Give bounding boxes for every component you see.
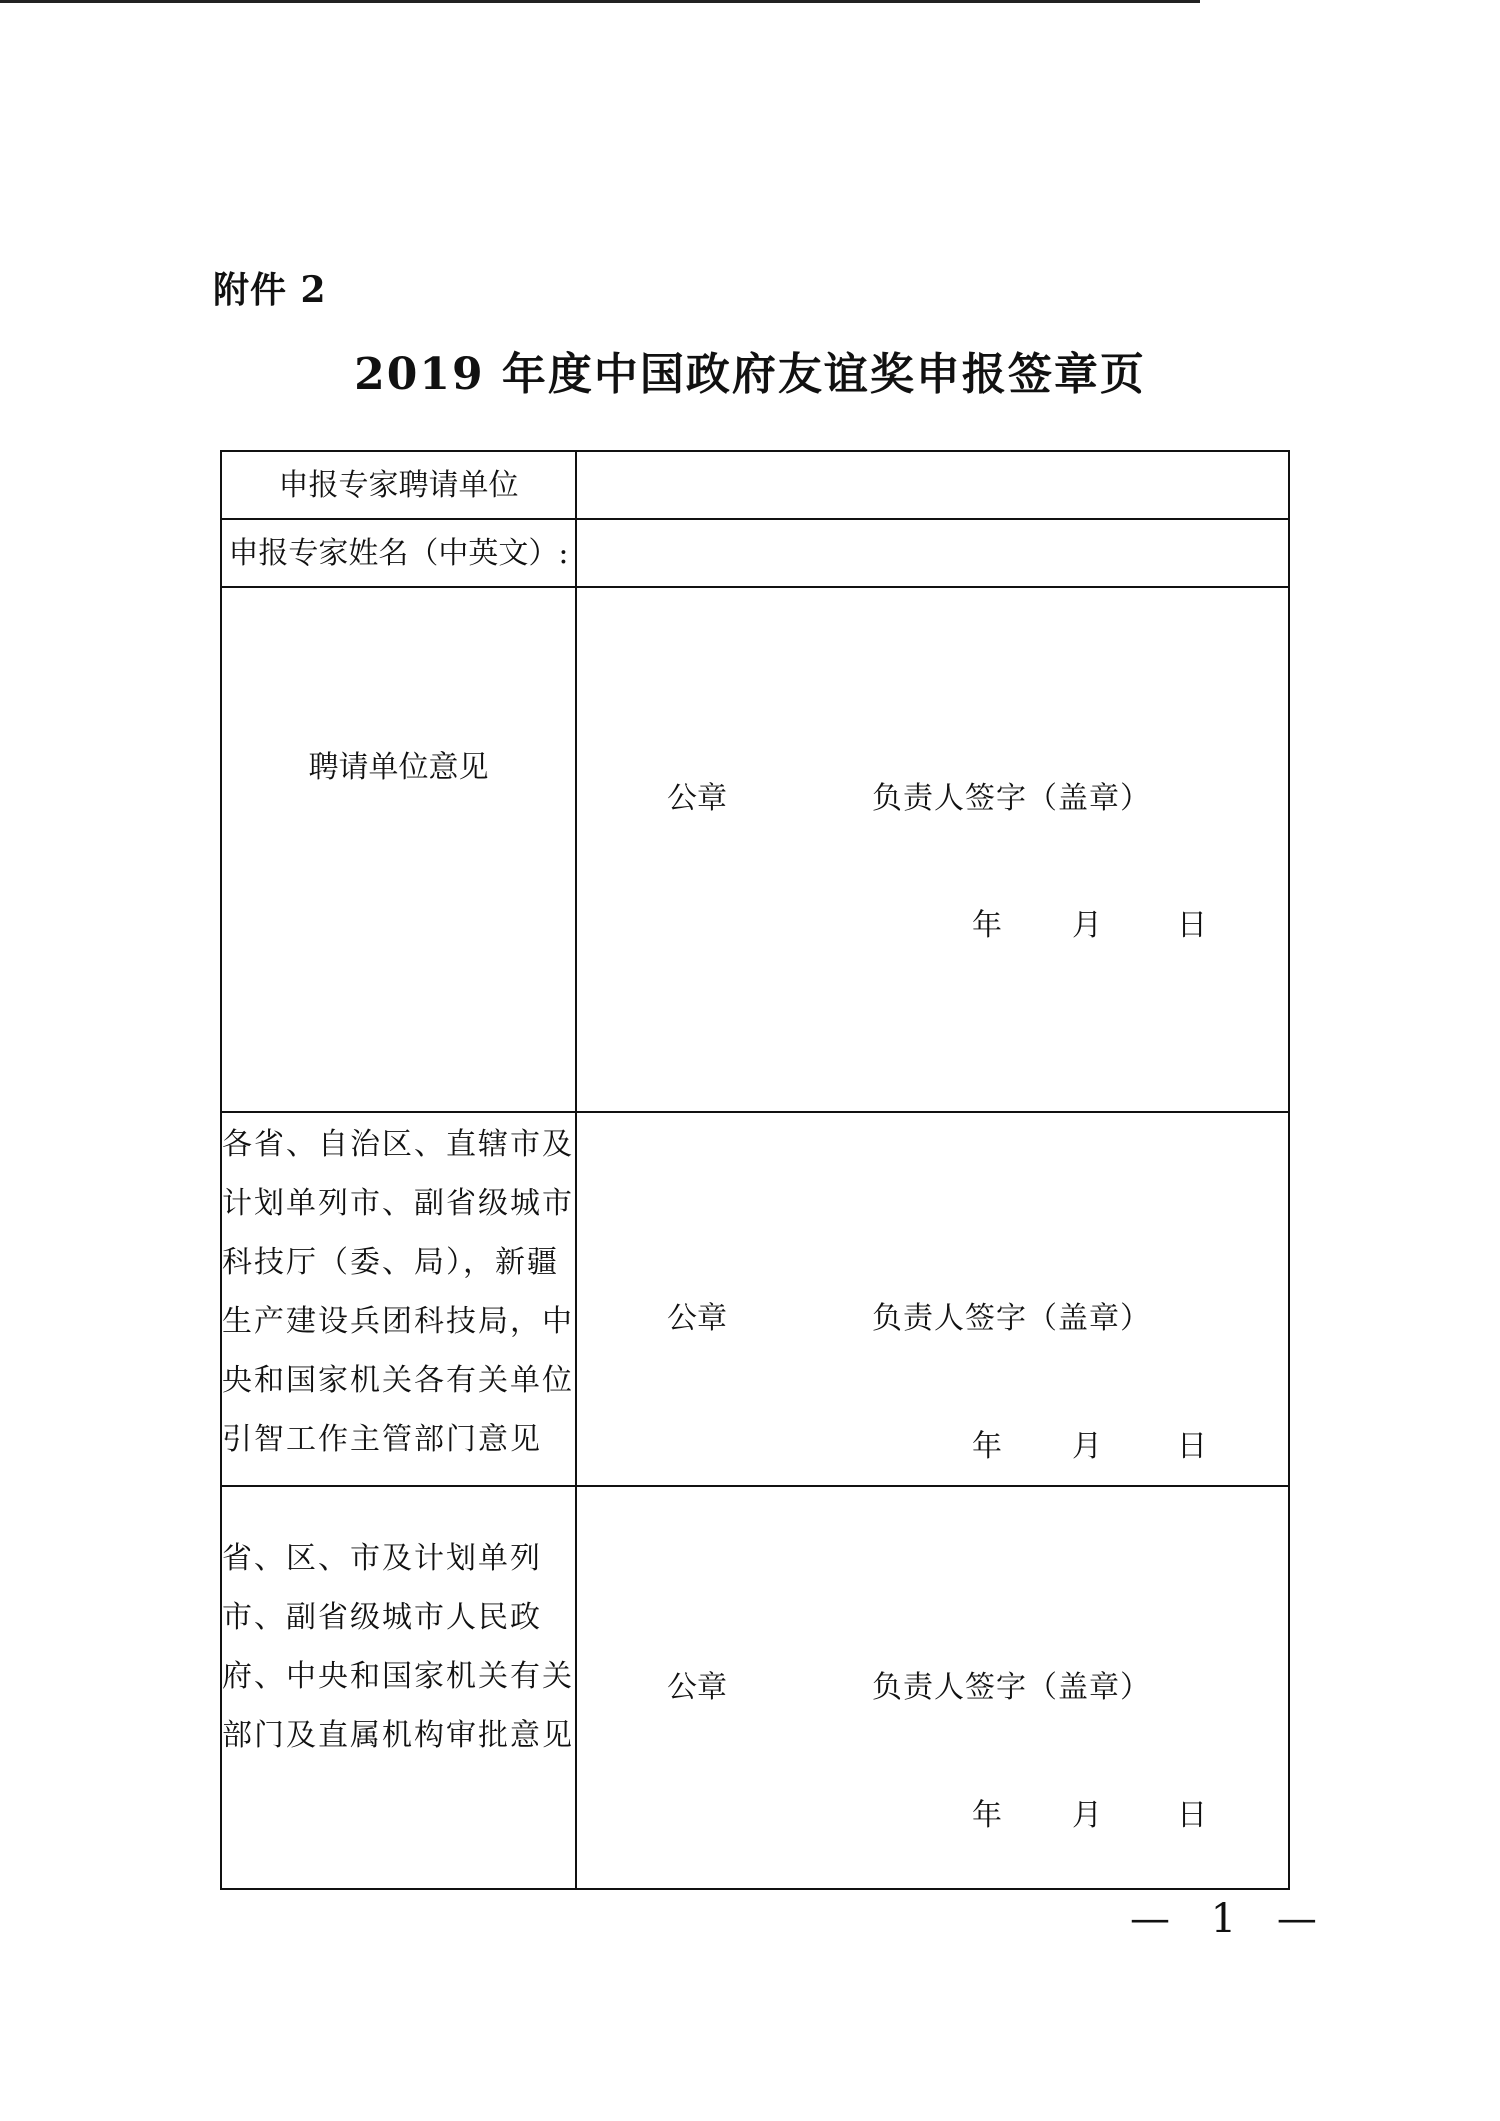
employer-opinion-cell[interactable]	[576, 587, 1289, 1112]
year-label: 年	[972, 1429, 1002, 1464]
approval-opinion-cell[interactable]	[576, 1486, 1289, 1889]
department-opinion-label: 各省、自治区、直辖市及计划单列市、副省级城市科技厅（委、局），新疆生产建设兵团科技局，中央和国家机关各有关单位引智工作主管部门意见	[221, 1112, 576, 1486]
employer-label: 申报专家聘请单位	[221, 451, 576, 519]
day-label: 日	[1177, 1429, 1207, 1464]
official-seal-label: 公章	[667, 781, 727, 816]
expert-name-label: 申报专家姓名（中英文）:	[221, 519, 576, 587]
date-line	[972, 1421, 1207, 1465]
official-seal-label: 公章	[667, 1301, 727, 1336]
page-title: 2019 年度中国政府友谊奖申报签章页	[354, 349, 1146, 400]
approval-opinion-label: 省、区、市及计划单列市、副省级城市人民政府、中央和国家机关有关部门及直属机构审批意见	[221, 1486, 576, 1889]
year-label: 年	[972, 908, 1002, 943]
form-row-employer	[221, 451, 1289, 519]
page-number: — 1 —	[1130, 1896, 1331, 1942]
month-label: 月	[1072, 908, 1102, 943]
form-row-department-opinion	[221, 1112, 1289, 1486]
signature-label: 负责人签字（盖章）	[872, 1670, 1151, 1705]
date-line	[972, 1790, 1207, 1834]
signature-label: 负责人签字（盖章）	[872, 781, 1151, 816]
attachment-label: 附件 2	[213, 269, 327, 311]
signature-form-table	[220, 450, 1290, 1890]
day-label: 日	[1177, 908, 1207, 943]
top-border-line	[0, 0, 1200, 3]
form-row-employer-opinion	[221, 587, 1289, 1112]
expert-name-field[interactable]	[576, 519, 1289, 587]
form-row-approval-opinion	[221, 1486, 1289, 1889]
month-label: 月	[1072, 1429, 1102, 1464]
day-label: 日	[1177, 1798, 1207, 1833]
month-label: 月	[1072, 1798, 1102, 1833]
year-label: 年	[972, 1798, 1002, 1833]
department-opinion-cell[interactable]	[576, 1112, 1289, 1486]
date-line	[972, 900, 1207, 944]
form-row-expert-name	[221, 519, 1289, 587]
employer-opinion-label: 聘请单位意见	[221, 587, 576, 1112]
signature-label: 负责人签字（盖章）	[872, 1301, 1151, 1336]
employer-field[interactable]	[576, 451, 1289, 519]
official-seal-label: 公章	[667, 1670, 727, 1705]
